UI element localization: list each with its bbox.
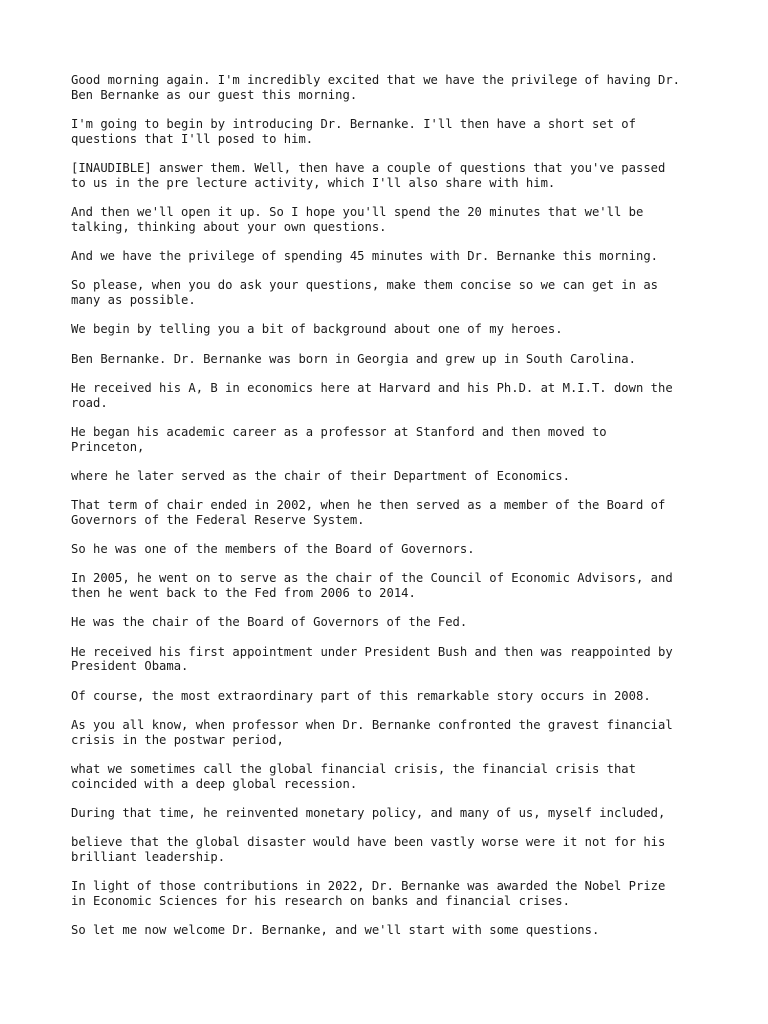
transcript-paragraph: In 2005, he went on to serve as the chair of the Council of Economic Advisors, and then he went back to the Fed from 2006 to 2014. (71, 571, 673, 601)
transcript-page (71, 73, 711, 953)
transcript-paragraph: where he later served as the chair of their Department of Economics. (71, 468, 570, 483)
transcript-paragraph: I'm going to begin by introducing Dr. Bernanke. I'll then have a short set of questions that I'll posed to him. (71, 117, 636, 146)
transcript-paragraph: He was the chair of the Board of Governors of the Fed. (71, 615, 468, 630)
transcript-paragraph: During that time, he reinvented monetary policy, and many of us, myself included, (71, 806, 666, 821)
transcript-paragraph: what we sometimes call the global financial crisis, the financial crisis that coincided with a deep global recession. (71, 762, 636, 791)
transcript-paragraph: And we have the privilege of spending 45 minutes with Dr. Bernanke this morning. (71, 249, 658, 263)
transcript-paragraph: believe that the global disaster would have been vastly worse were it not for his brilliant leadership. (71, 835, 666, 865)
transcript-paragraph: So he was one of the members of the Board of Governors. (71, 542, 475, 557)
transcript-paragraph: And then we'll open it up. So I hope you'll spend the 20 minutes that we'll be talking, thinking about your own questions. (71, 205, 644, 234)
transcript-paragraph: In light of those contributions in 2022, Dr. Bernanke was awarded the Nobel Prize in Economic Sciences for his research on banks and financial crises. (71, 879, 666, 909)
transcript-paragraph: As you all know, when professor when Dr. Bernanke confronted the gravest financial crisis in the postwar period, (71, 718, 673, 747)
transcript-paragraph: So please, when you do ask your questions, make them concise so we can get in as many as possible. (71, 278, 658, 307)
transcript-paragraph: He received his first appointment under President Bush and then was reappointed by President Obama. (71, 644, 673, 674)
transcript-paragraph: He received his A, B in economics here at Harvard and his Ph.D. at M.I.T. down the road. (71, 380, 673, 410)
transcript-paragraph: Ben Bernanke. Dr. Bernanke was born in Georgia and grew up in South Carolina. (71, 351, 636, 366)
transcript-paragraph: He began his academic career as a professor at Stanford and then moved to Princeton, (71, 424, 607, 454)
transcript-paragraph: We begin by telling you a bit of background about one of my heroes. (71, 322, 563, 337)
transcript-paragraph: Of course, the most extraordinary part of this remarkable story occurs in 2008. (71, 688, 651, 703)
transcript-paragraph: [INAUDIBLE] answer them. Well, then have a couple of questions that you've passed to us in the pre lecture activity, which I'll also share with him. (71, 161, 666, 190)
transcript-paragraph: Good morning again. I'm incredibly excited that we have the privilege of having Dr. Ben Bernanke as our guest this morning. (71, 73, 681, 102)
transcript-paragraph: So let me now welcome Dr. Bernanke, and we'll start with some questions. (71, 923, 600, 938)
transcript-paragraph: That term of chair ended in 2002, when he then served as a member of the Board of Governors of the Federal Reserve System. (71, 498, 666, 527)
